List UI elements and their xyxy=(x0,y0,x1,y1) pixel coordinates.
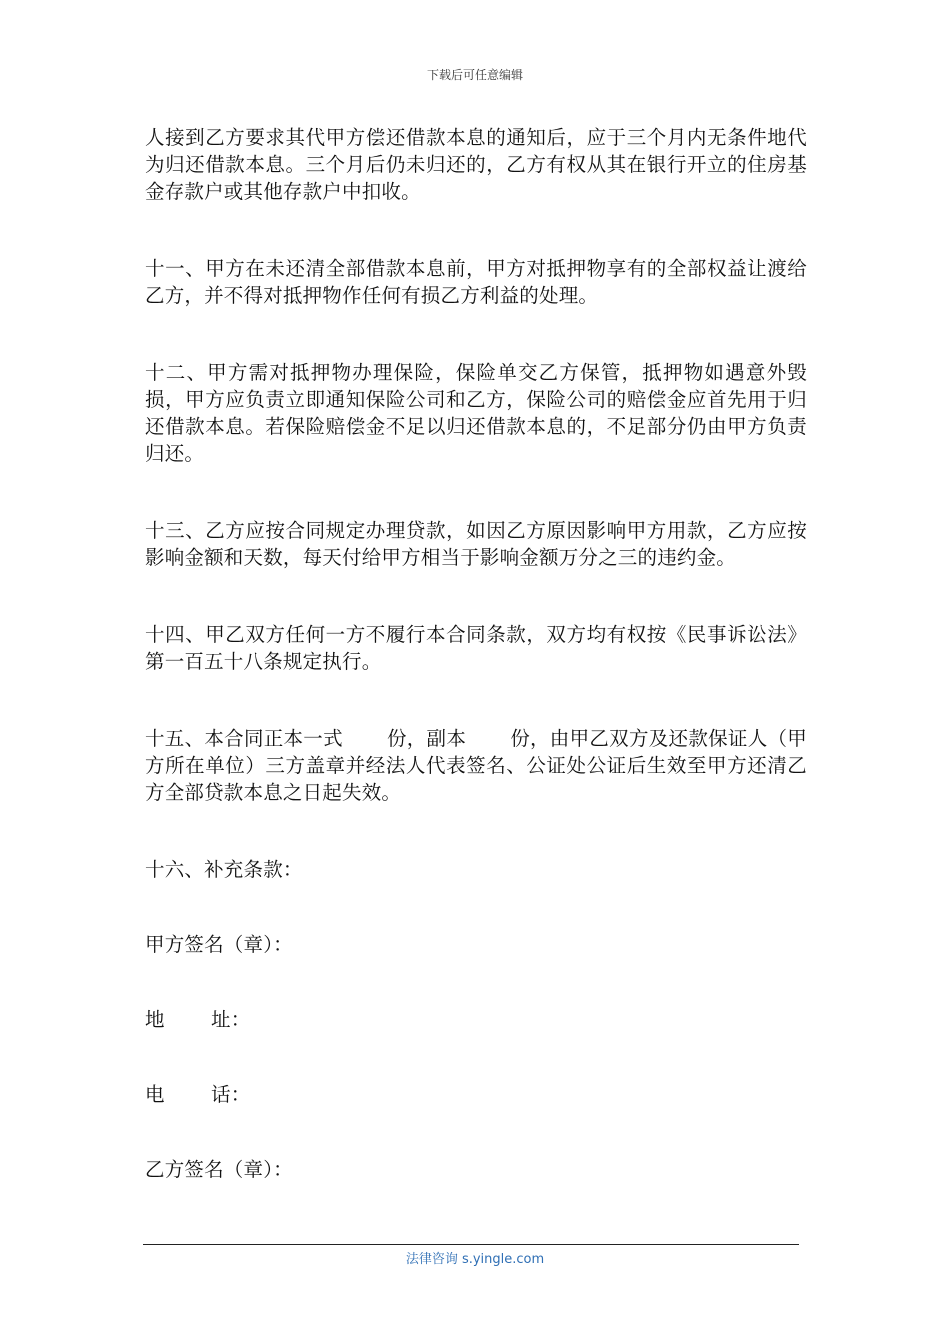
clause-12: 十二、甲方需对抵押物办理保险，保险单交乙方保管，抵押物如遇意外毁损，甲方应负责立即通知保险公司和乙方，保险公司的赔偿金应首先用于归还借款本息。若保险赔偿金不足以归还借款本息的，不足部分仍由甲方负责归还。 xyxy=(145,361,807,465)
address-label-first: 地 xyxy=(145,1008,165,1031)
clause-15-part-c: 份，由甲乙双方及还款保证人（甲方所在单位）三方盖章并经法人代表签名、公证处公证后生效至甲方还清乙方全部贷款本息之日起失效。 xyxy=(145,727,807,804)
address-field xyxy=(145,1006,807,1033)
party-b-signature-field: 乙方签名（章）： xyxy=(145,1158,293,1181)
footer-link[interactable]: 法律咨询 s.yingle.com xyxy=(405,1252,545,1267)
phone-label-second: 话： xyxy=(211,1083,251,1106)
clause-15-part-b: 份，副本 xyxy=(386,727,467,750)
clause-13: 十三、乙方应按合同规定办理贷款，如因乙方原因影响甲方用款，乙方应按影响金额和天数，每天付给甲方相当于影响金额万分之三的违约金。 xyxy=(145,519,807,569)
clause-15-part-a: 十五、本合同正本一式 xyxy=(145,727,343,750)
address-label-second: 址： xyxy=(211,1008,251,1031)
phone-field xyxy=(145,1081,807,1108)
phone-label-first: 电 xyxy=(145,1083,165,1106)
footer-divider xyxy=(143,1244,799,1245)
clause-14: 十四、甲乙双方任何一方不履行本合同条款，双方均有权按《民事诉讼法》第一百五十八条规定执行。 xyxy=(145,623,807,673)
clause-16: 十六、补充条款： xyxy=(145,858,303,881)
party-a-signature-field: 甲方签名（章）： xyxy=(145,933,293,956)
clause-11: 十一、甲方在未还清全部借款本息前，甲方对抵押物享有的全部权益让渡给乙方，并不得对抵押物作任何有损乙方利益的处理。 xyxy=(145,257,807,307)
paragraph-continuation: 人接到乙方要求其代甲方偿还借款本息的通知后，应于三个月内无条件地代为归还借款本息。三个月后仍未归还的，乙方有权从其在银行开立的住房基金存款户或其他存款户中扣收。 xyxy=(145,126,807,203)
clause-15 xyxy=(145,725,807,806)
page-header: 下载后可任意编辑 xyxy=(426,68,523,82)
document-body xyxy=(145,124,807,1183)
